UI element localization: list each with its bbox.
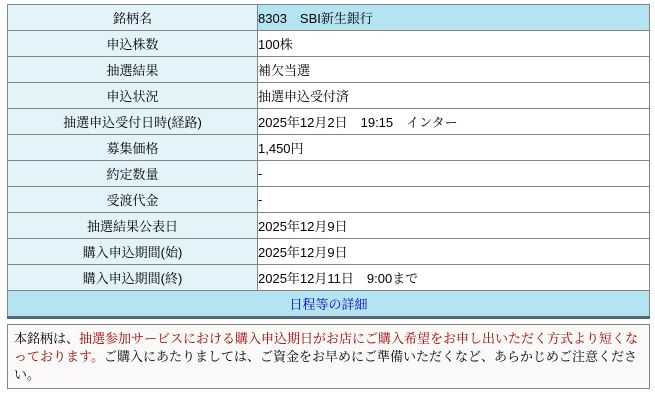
caution-note-text-1: 本銘柄は、: [14, 331, 80, 346]
table-row: [8, 187, 650, 213]
caution-note-text-2: ご購入にあたりましては、ご資金をお早めにご準備いただくなど、あらかじめご注意ください。: [14, 349, 637, 382]
caution-note: [7, 324, 650, 389]
row-label: 約定数量: [8, 161, 258, 187]
row-label: 銘柄名: [8, 5, 258, 31]
row-value: 2025年12月2日 19:15 インター: [258, 109, 650, 135]
table-row: [8, 5, 650, 31]
row-value: 1,450円: [258, 135, 650, 161]
row-label: 抽選申込受付日時(経路): [8, 109, 258, 135]
row-value: 2025年12月9日: [258, 213, 650, 239]
row-value: -: [258, 187, 650, 213]
ipo-status-table: [7, 4, 650, 319]
row-label: 購入申込期間(始): [8, 239, 258, 265]
row-label: 抽選結果公表日: [8, 213, 258, 239]
row-label: 購入申込期間(終): [8, 265, 258, 291]
table-row: [8, 239, 650, 265]
row-label: 受渡代金: [8, 187, 258, 213]
row-value: 2025年12月11日 9:00まで: [258, 265, 650, 291]
row-label: 申込状況: [8, 83, 258, 109]
table-row: [8, 109, 650, 135]
row-value: 2025年12月9日: [258, 239, 650, 265]
row-value: 補欠当選: [258, 57, 650, 83]
table-row: [8, 57, 650, 83]
ipo-status-panel: [7, 4, 650, 389]
schedule-detail-cell: [8, 291, 650, 318]
schedule-detail-link[interactable]: 日程等の詳細: [289, 297, 368, 312]
row-label: 募集価格: [8, 135, 258, 161]
table-row: [8, 265, 650, 291]
row-value: 100株: [258, 31, 650, 57]
row-label: 抽選結果: [8, 57, 258, 83]
ipo-status-table-body: [8, 5, 650, 291]
row-value: 抽選申込受付済: [258, 83, 650, 109]
table-row: [8, 213, 650, 239]
row-label: 申込株数: [8, 31, 258, 57]
row-value: -: [258, 161, 650, 187]
caution-note-text-red: 抽選参加サービスにおける購入申込期日がお店にご購入希望をお申し出いただく方式より短くなっております。: [14, 331, 639, 364]
table-row: [8, 135, 650, 161]
row-value: 8303 SBI新生銀行: [258, 5, 650, 31]
table-row: [8, 31, 650, 57]
schedule-detail-row: [8, 291, 650, 318]
table-row: [8, 161, 650, 187]
table-row: [8, 83, 650, 109]
